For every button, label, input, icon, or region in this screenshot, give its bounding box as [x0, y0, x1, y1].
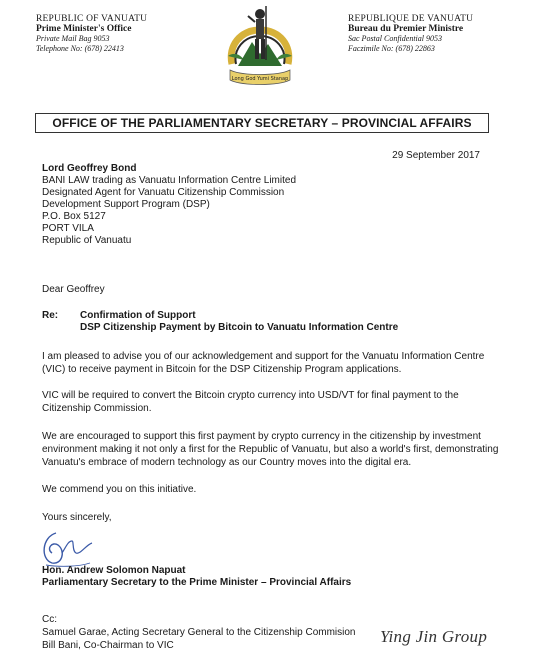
body-paragraph-4: We commend you on this initiative.: [42, 484, 197, 495]
subject: [80, 310, 398, 334]
paragraph-line: (VIC) to receive payment in Bitcoin for the DSP Citizenship Program applications.: [42, 364, 402, 375]
office-name-fr: Bureau du Premier Ministre: [348, 24, 464, 34]
letterhead-right: [348, 14, 473, 54]
cc-line: Bill Bani, Co-Chairman to VIC: [42, 640, 174, 651]
address-line: P.O. Box 5127: [42, 211, 106, 222]
subject-line-1: Confirmation of Support: [80, 310, 196, 321]
subject-label: Re:: [42, 310, 59, 321]
mail-bag-en: Private Mail Bag 9053: [36, 34, 110, 43]
subject-line-2: DSP Citizenship Payment by Bitcoin to Vanuatu Information Centre: [80, 322, 399, 333]
cc-block: [42, 613, 355, 652]
paragraph-line: We are encouraged to support this first payment by crypto currency in the citizenship by investment: [42, 431, 481, 442]
coat-of-arms-emblem: [222, 2, 298, 94]
country-name-fr: REPUBLIQUE DE VANUATU: [348, 14, 474, 24]
address-line: Development Support Program (DSP): [42, 199, 210, 210]
mail-bag-fr: Sac Postal Confidential 9053: [348, 34, 442, 43]
telephone-en: Telephone No: (678) 22413: [36, 44, 124, 53]
signer-block: [42, 565, 351, 589]
letterhead-left: [36, 14, 147, 54]
address-line: Designated Agent for Vanuatu Citizenship Commission: [42, 187, 285, 198]
address-line: Republic of Vanuatu: [42, 235, 132, 246]
closing: Yours sincerely,: [42, 512, 112, 523]
address-line: BANI LAW trading as Vanuatu Information Centre Limited: [42, 175, 297, 186]
emblem-motto: Long God Yumi Stanap: [231, 76, 289, 82]
office-title: OFFICE OF THE PARLIAMENTARY SECRETARY – PROVINCIAL AFFAIRS: [35, 113, 489, 133]
country-name-en: REPUBLIC OF VANUATU: [36, 14, 148, 24]
body-paragraph-2: [42, 389, 459, 415]
paragraph-line: Citizenship Commission.: [42, 403, 152, 414]
letter-date: 29 September 2017: [392, 150, 480, 161]
signer-name: Hon. Andrew Solomon Napuat: [42, 565, 186, 576]
recipient-address: [42, 163, 296, 247]
body-paragraph-3: [42, 430, 498, 469]
cc-label: Cc:: [42, 614, 57, 625]
cc-line: Samuel Garae, Acting Secretary General to the Citizenship Commision: [42, 627, 356, 638]
signature-mark: [38, 523, 96, 569]
address-line: PORT VILA: [42, 223, 94, 234]
paragraph-line: Vanuatu's embrace of modern technology as our Country moves into the digital era.: [42, 457, 412, 468]
watermark-text: Ying Jin Group: [380, 627, 488, 646]
recipient-name: Lord Geoffrey Bond: [42, 163, 137, 174]
body-paragraph-1: [42, 350, 484, 376]
paragraph-line: I am pleased to advise you of our acknowledgement and support for the Vanuatu Information Centre: [42, 351, 485, 362]
signer-title: Parliamentary Secretary to the Prime Minister – Provincial Affairs: [42, 577, 352, 588]
paragraph-line: environment making it not only a first for the Republic of Vanuatu, but also a world's first, demonstrating: [42, 444, 499, 455]
paragraph-line: VIC will be required to convert the Bitcoin crypto currency into USD/VT for final payment to the: [42, 390, 459, 401]
office-name-en: Prime Minister's Office: [36, 24, 132, 34]
salutation: Dear Geoffrey: [42, 284, 105, 295]
facsimile-fr: Faczimile No: (678) 22863: [348, 44, 435, 53]
